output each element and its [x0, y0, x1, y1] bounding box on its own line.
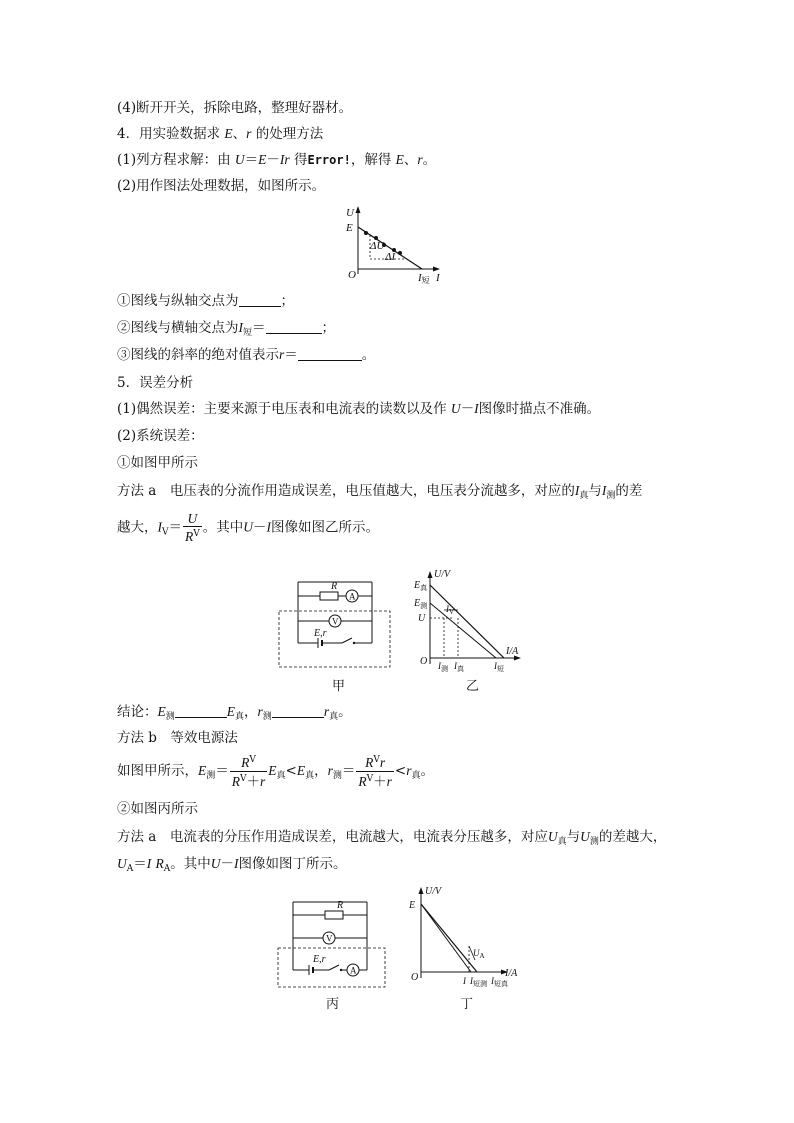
method-a-line-2: 越大，$I_V=$ $\frac{U}{R^V}$ 。其中U－I图像如图乙所示。 [117, 511, 379, 544]
answer-blank-1[interactable] [239, 294, 281, 307]
section-4-heading: 4．用实验数据求 E、r 的处理方法 [117, 126, 324, 142]
step-4-text: (4)断开开关，拆除电路，整理好器材。 [117, 100, 353, 116]
svg-text:UA: $U_A$ [473, 948, 485, 960]
circuit-jia [278, 578, 398, 670]
resistor-label: R [337, 900, 344, 911]
graph-yi [410, 566, 530, 673]
answer-blank-r[interactable] [272, 705, 324, 718]
svg-text:E,r: E,r [313, 954, 326, 965]
case-2-line: ②如图丙所示 [117, 801, 198, 817]
ui-graph-figure [340, 204, 450, 284]
caption-ding: 丁 [460, 997, 474, 1012]
u-label: U [418, 613, 426, 624]
circuit-bing [277, 898, 389, 990]
caption-bing: 丙 [326, 997, 340, 1012]
svg-text:I短真: $I_{短真}$ [491, 976, 508, 988]
method-c-line-1: 方法 a 电流表的分压作用造成误差，电流越大，电流表分压越多，对应$U_真$与$U_测$的差越大， [117, 829, 667, 847]
ammeter-label: A [349, 591, 356, 602]
svg-text:I短: I短 [418, 272, 430, 285]
case-1-line: ①如图甲所示 [117, 455, 198, 471]
axis-ia-label: I/A [505, 968, 518, 979]
method-b-line: 方法 b 等效电源法 [117, 730, 238, 746]
svg-text:E,r: E,r [314, 628, 327, 639]
svg-text:I短测: $I_{短测}$ [470, 976, 487, 988]
origin-label: O [411, 972, 419, 983]
question-2: ②图线与横轴交点为$I_短=$ ； [117, 320, 336, 338]
graph-ding [405, 884, 535, 990]
answer-blank-e[interactable] [175, 705, 227, 718]
caption-jia: 甲 [332, 679, 346, 694]
axis-ia-label: I/A [506, 646, 519, 657]
method-a-line-1: 方法 a 电压表的分流作用造成误差，电压值越大，电压表分流越多，对应的$I_真$与$I_测$的差 [117, 483, 643, 501]
method-b-formula: 如图甲所示，$E_测=$ $\frac{R^V}{R^V+r}$ $E_真<E_真$，$r_测=$ $\frac{R^Vr}{R^V+r}$ $<r_真$。 [117, 755, 435, 790]
method-graph-line: (2)用作图法处理数据，如图所示。 [117, 178, 326, 194]
answer-blank-3[interactable] [298, 348, 362, 361]
system-error-line: (2)系统误差： [117, 428, 204, 444]
method-equation-line: (1)列方程求解：由 U＝E－Ir 得Error!，解得 E、r。 [117, 152, 437, 168]
question-1: ①图线与纵轴交点为 ； [117, 293, 294, 309]
axis-uv-label: U/V [425, 886, 442, 897]
voltmeter-label: V [326, 933, 333, 944]
section-5-heading: 5．误差分析 [117, 375, 194, 391]
delta-i-label: ΔI [385, 251, 396, 263]
e-intercept-label: E [346, 222, 353, 234]
svg-text:IV: $I_V$ [446, 604, 455, 616]
origin-label: O [348, 269, 356, 281]
svg-text:I短: $I_短$ [494, 661, 504, 673]
ammeter-label: A [350, 965, 357, 976]
answer-blank-2[interactable] [266, 321, 322, 334]
random-error-line: (1)偶然误差：主要来源于电压表和电流表的读数以及作 U－I图像时描点不准确。 [117, 401, 601, 417]
voltmeter-label: V [332, 616, 339, 627]
svg-text:E测: $E_测$ [414, 598, 428, 610]
e-label: E [409, 900, 416, 911]
axis-i-label: I [436, 272, 440, 284]
caption-yi: 乙 [466, 679, 480, 694]
svg-text:E真: $E_真$ [414, 580, 428, 592]
svg-text:I测: $I_测$ [438, 661, 448, 673]
method-c-line-2: $U_A=I$ $R_A$。其中U－I图像如图丁所示。 [117, 856, 347, 874]
axis-u-label: U [346, 207, 354, 219]
i-label: I [463, 976, 466, 986]
axis-uv-label: U/V [434, 569, 451, 580]
conclusion-line: 结论：$E_测$ $E_真$，$r_测$ $r_真$。 [117, 704, 352, 722]
svg-text:I真: $I_真$ [454, 661, 464, 673]
question-3: ③图线的斜率的绝对值表示r＝ 。 [117, 347, 376, 363]
resistor-label: R [331, 581, 338, 592]
origin-label: O [420, 656, 428, 667]
delta-u-label: ΔU [370, 240, 385, 252]
